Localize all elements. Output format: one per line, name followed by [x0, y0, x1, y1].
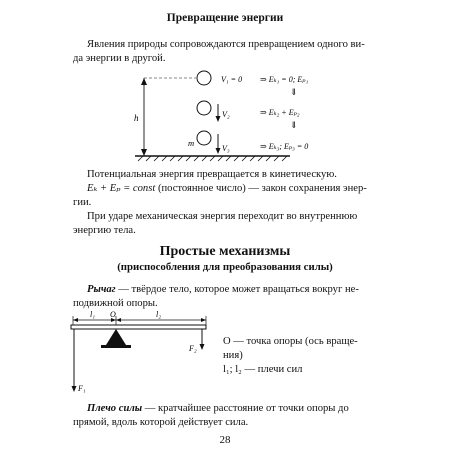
- lever-definition-line-2: подвижной опоры.: [73, 298, 158, 309]
- ball-bottom: [197, 131, 211, 145]
- f2-label: F₂: [189, 344, 197, 353]
- l2-label: l₂: [156, 310, 162, 319]
- lever-note-2: ния): [223, 350, 243, 361]
- o-label: O: [110, 310, 116, 319]
- energy-line-3: гии.: [73, 197, 92, 208]
- v1-label: V₁ = 0: [221, 75, 243, 84]
- l1-label: l₁: [90, 310, 96, 319]
- v3-label: V₃: [222, 144, 230, 153]
- energy-conversion-diagram: [130, 64, 330, 164]
- energy-line-4: При ударе механическая энергия переходит во внутреннюю: [87, 211, 358, 222]
- lever-bar: [71, 325, 206, 329]
- lever-definition-line-1: Рычаг — твёрдое тело, которое может вращаться вокруг не-: [87, 284, 359, 295]
- conservation-law-line: Eₖ + Eₚ = const (постоянное число) — закон сохранения энер-: [87, 183, 367, 194]
- fulcrum: [106, 329, 126, 345]
- ball-middle: [197, 101, 211, 115]
- page-number: 28: [219, 434, 231, 446]
- section-subtitle: (приспособления для преобразования силы): [117, 261, 333, 273]
- energy-eq-1: ⇒ Eₖ₁ = 0; Eₚ₁: [260, 75, 309, 84]
- fulcrum-base: [101, 345, 131, 348]
- down-arrow-2: ⇓: [290, 120, 298, 130]
- energy-eq-2: ⇒ Eₖ₂ + Eₚ₂: [260, 108, 300, 117]
- lever-note-3: l₁; l₂ — плечи сил: [223, 364, 303, 375]
- m-label: m: [188, 138, 195, 148]
- section-title: Простые механизмы: [159, 244, 291, 259]
- conservation-formula: Eₖ + Eₚ = const: [87, 183, 156, 194]
- f1-label: F₁: [78, 384, 86, 393]
- arm-definition-line-1: Плечо силы — кратчайшее расстояние от точки опоры до: [87, 403, 349, 414]
- page-title: Превращение энергии: [166, 12, 284, 24]
- down-arrow-1: ⇓: [290, 87, 298, 97]
- intro-line-1: Явления природы сопровождаются превращением одного ви-: [87, 39, 365, 50]
- intro-line-2: да энергии в другой.: [73, 53, 166, 64]
- lever-note-1: O — точка опоры (ось враще-: [223, 336, 358, 347]
- energy-eq-3: ⇒ Eₖ₃; Eₚ₃ = 0: [260, 142, 309, 151]
- v2-label: V₂: [222, 110, 230, 119]
- lever-diagram: [68, 308, 218, 400]
- energy-line-5: энергию тела.: [73, 225, 136, 236]
- height-arrow-bottom: [141, 149, 147, 156]
- h-label: h: [134, 113, 139, 123]
- arm-definition-line-2: прямой, вдоль которой действует сила.: [73, 417, 249, 428]
- ground-hatching: [138, 156, 287, 161]
- lever-term: Рычаг: [87, 284, 116, 295]
- ball-top: [197, 71, 211, 85]
- height-arrow-top: [141, 78, 147, 85]
- arm-term: Плечо силы: [87, 403, 143, 414]
- energy-line-1: Потенциальная энергия превращается в кинетическую.: [87, 169, 337, 180]
